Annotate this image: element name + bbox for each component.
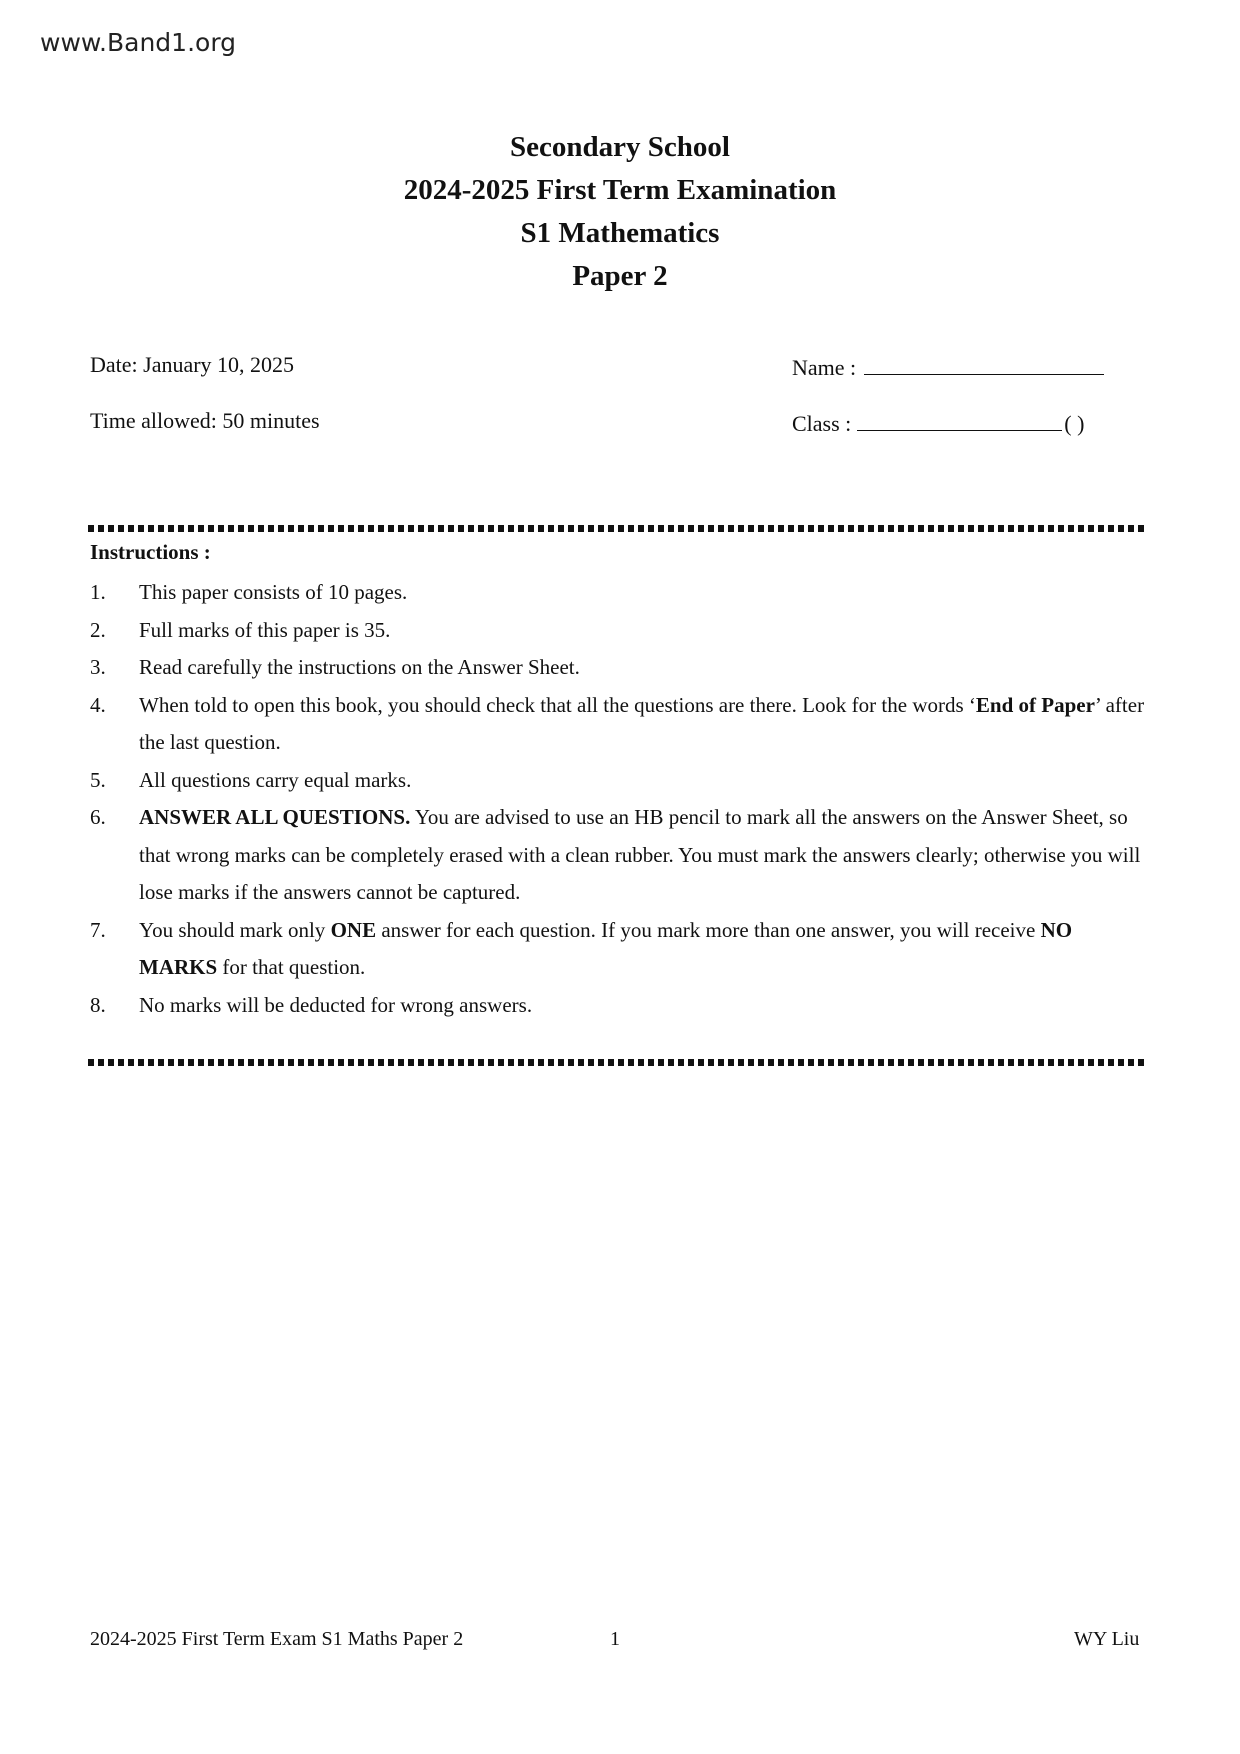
instruction-number: 1. [90, 580, 106, 604]
instruction-text [139, 574, 1150, 612]
site-watermark: www.Band1.org [40, 28, 237, 57]
instruction-emphasis: NO MARKS [139, 917, 1073, 979]
instruction-text [139, 987, 1150, 1025]
instruction-number: 3. [90, 655, 106, 679]
instruction-item [90, 799, 1150, 912]
class-blank-line[interactable] [857, 408, 1062, 431]
instruction-number: 5. [90, 767, 106, 792]
instruction-number: 2. [90, 617, 106, 642]
footer-author: WY Liu [1074, 1628, 1140, 1650]
instructions-heading: Instructions : [90, 540, 211, 564]
instruction-number: 6. [90, 805, 106, 829]
instruction-segment: You are advised to use an HB pencil to mark all the answers on the Answer Sheet, so that wrong marks can be completely erased with a clean rubber. You must mark the answers clearly; otherwise you will lose marks if the answers cannot be captured. [139, 805, 1141, 904]
paper-name: Paper 2 [572, 260, 668, 292]
instruction-segment: answer for each question. If you mark more than one answer, you will receive [376, 917, 1041, 942]
instruction-text [139, 799, 1150, 912]
instruction-item [90, 912, 1150, 987]
instruction-item [90, 574, 1150, 612]
class-field[interactable] [792, 408, 1084, 437]
class-label: Class : [792, 411, 852, 436]
instruction-item [90, 762, 1150, 800]
instruction-text [139, 612, 1150, 650]
subject-name: S1 Mathematics [520, 217, 720, 249]
instruction-segment: Full marks of this paper is 35. [139, 617, 391, 642]
instruction-item [90, 987, 1150, 1025]
name-field[interactable] [792, 352, 1104, 381]
instruction-segment: This paper consists of 10 pages. [139, 580, 408, 604]
instruction-text [139, 687, 1150, 762]
instruction-item [90, 612, 1150, 650]
class-number-parentheses: ( ) [1064, 411, 1085, 436]
footer-exam-title: 2024-2025 First Term Exam S1 Maths Paper 2 [90, 1628, 464, 1650]
time-allowed: Time allowed: 50 minutes [90, 408, 320, 433]
exam-title-block [0, 126, 1240, 298]
name-blank-line[interactable] [864, 352, 1104, 375]
instruction-text [139, 649, 1150, 687]
instruction-emphasis: ANSWER ALL QUESTIONS. [139, 805, 411, 829]
dashed-divider-bottom [88, 1059, 1148, 1066]
instruction-item [90, 687, 1150, 762]
dashed-divider-top [88, 525, 1148, 532]
instruction-text [139, 912, 1150, 987]
instruction-number: 7. [90, 917, 106, 942]
name-label: Name : [792, 355, 857, 380]
instruction-text [139, 762, 1150, 800]
instructions-list [90, 574, 1150, 1024]
instruction-segment: You should mark only [139, 917, 331, 942]
exam-date: Date: January 10, 2025 [90, 352, 295, 377]
instruction-segment: Read carefully the instructions on the Answer Sheet. [139, 655, 580, 679]
instruction-item [90, 649, 1150, 687]
footer-page-number: 1 [610, 1628, 620, 1650]
instruction-segment: All questions carry equal marks. [139, 767, 412, 792]
instruction-emphasis: End of Paper [975, 692, 1095, 717]
exam-name: 2024-2025 First Term Examination [403, 174, 837, 206]
instruction-segment: ’ after the last question. [139, 692, 1145, 754]
instruction-number: 8. [90, 992, 106, 1017]
instruction-segment: for that question. [217, 955, 366, 979]
instruction-segment: When told to open this book, you should check that all the questions are there. Look for the words ‘ [139, 692, 976, 717]
instruction-segment: No marks will be deducted for wrong answers. [139, 992, 533, 1017]
instruction-emphasis: ONE [330, 917, 377, 942]
instruction-number: 4. [90, 692, 106, 717]
school-name: Secondary School [510, 131, 730, 163]
